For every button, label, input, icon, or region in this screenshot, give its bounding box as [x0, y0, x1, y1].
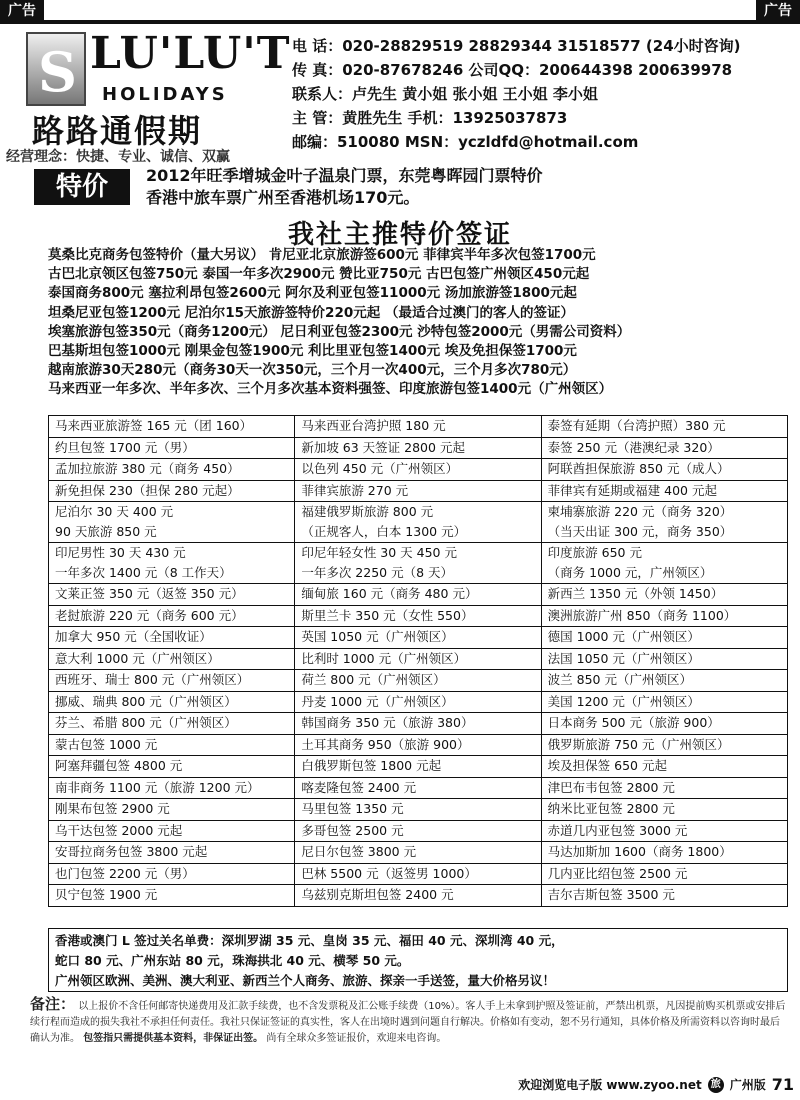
table-cell [49, 713, 295, 735]
cell-line: 韩国商务 350 元（旅游 380） [301, 715, 474, 730]
table-row [49, 863, 788, 885]
table-cell [49, 584, 295, 606]
cell-line: 乌兹别克斯坦包签 2400 元 [301, 887, 454, 902]
table-cell [295, 691, 541, 713]
cell-line: 文莱正签 350 元（返签 350 元） [55, 586, 244, 601]
cell-line: 马达加斯加 1600（商务 1800） [547, 844, 732, 859]
cell-line: 安哥拉商务包签 3800 元起 [55, 844, 208, 859]
table-row [49, 799, 788, 821]
cell-line: 一年多次 1400 元（8 工作天） [55, 565, 232, 580]
cell-line: 喀麦隆包签 2400 元 [301, 779, 417, 795]
cell-line: 西班牙、瑞士 800 元（广州领区） [55, 672, 250, 687]
table-cell [49, 502, 295, 543]
table-row [49, 713, 788, 735]
table-cell [295, 584, 541, 606]
cell-line: 柬埔寨旅游 220 元（商务 320） [547, 504, 733, 519]
cell-line: 多哥包签 2500 元 [301, 822, 404, 838]
table-cell [541, 691, 787, 713]
cell-line: 埃及担保签 650 元起 [547, 758, 667, 773]
cell-line: 斯里兰卡 350 元（女性 550） [301, 607, 474, 623]
contact-postcode: 邮编：510080 MSN：yczldfd@hotmail.com [292, 133, 639, 151]
table-cell [295, 459, 541, 481]
cell-line: 孟加拉旅游 380 元（商务 450） [55, 461, 240, 476]
table-cell [295, 842, 541, 864]
special-tag: 特价 [34, 169, 130, 205]
cell-line: 芬兰、希腊 800 元（广州领区） [55, 715, 237, 730]
table-cell [541, 627, 787, 649]
cell-line: 马来西亚旅游签 165 元（团 160） [55, 418, 253, 433]
cell-line: 德国 1000 元（广州领区） [547, 629, 700, 644]
table-cell [541, 670, 787, 692]
table-cell [295, 416, 541, 438]
special-offer [34, 165, 794, 215]
cell-line: 蒙古包签 1000 元 [55, 736, 158, 752]
table-row [49, 480, 788, 502]
table-row [49, 502, 788, 543]
table-cell [49, 437, 295, 459]
cell-line: （当天出证 300 元，商务 350） [547, 524, 733, 539]
table-cell [541, 734, 787, 756]
table-cell [295, 734, 541, 756]
table-row [49, 734, 788, 756]
table-cell [541, 543, 787, 584]
table-cell [295, 648, 541, 670]
table-cell [49, 648, 295, 670]
table-cell [295, 756, 541, 778]
featured-line: 越南旅游30天280元（商务30天一次350元，三个月一次400元，三个月多次780元） [48, 362, 577, 379]
cell-line: 马里包签 1350 元 [301, 801, 404, 816]
cell-line: 南非商务 1100 元（旅游 1200 元） [55, 779, 260, 795]
cell-line: 印尼男性 30 天 430 元 [55, 545, 186, 560]
cell-line: 挪威、瑞典 800 元（广州领区） [55, 693, 237, 709]
featured-visas [48, 246, 788, 400]
company-logo [6, 28, 291, 168]
table-row [49, 670, 788, 692]
contact-fax: 传 真：020-87678246 公司QQ：200644398 200639978 [292, 61, 733, 79]
cell-line: （正规客人，白本 1300 元） [301, 524, 467, 539]
table-cell [295, 627, 541, 649]
visa-price-table [48, 415, 788, 907]
cell-line: 英国 1050 元（广州领区） [301, 629, 454, 644]
cell-line: 美国 1200 元（广州领区） [547, 693, 700, 709]
table-row [49, 416, 788, 438]
table-cell [295, 777, 541, 799]
table-cell [295, 820, 541, 842]
cell-line: 印尼年轻女性 30 天 450 元 [301, 545, 457, 560]
featured-line: 古巴北京领区包签750元 泰国一年多次2900元 赞比亚750元 古巴包签广州领区450元起 [48, 266, 590, 283]
table-row [49, 691, 788, 713]
cell-line: 津巴布韦包签 2800 元 [547, 779, 675, 795]
table-row [49, 543, 788, 584]
port-fee-box [48, 928, 788, 992]
ad-label-left: 广告 [0, 0, 44, 22]
cell-line: 一年多次 2250 元（8 天） [301, 565, 454, 580]
cell-line: 尼泊尔 30 天 400 元 [55, 504, 174, 519]
remarks-tail: 尚有全球众多签证报价，欢迎来电咨询。 [266, 1033, 447, 1044]
table-cell [49, 885, 295, 907]
cell-line: 澳洲旅游广州 850（商务 1100） [547, 607, 737, 623]
table-row [49, 885, 788, 907]
table-row [49, 584, 788, 606]
cell-line: 贝宁包签 1900 元 [55, 887, 158, 902]
cell-line: 刚果布包签 2900 元 [55, 801, 170, 816]
cell-line: （商务 1000 元，广州领区） [547, 565, 713, 580]
table-cell [295, 799, 541, 821]
remarks-text: 以上报价不含任何邮寄快递费用及汇款手续费，也不含发票税及汇公账手续费（10%）。客人手上未拿到护照及签证前，严禁出机票，凡因提前购买机票或安排后续行程而造成的损失我社不承担任何责任。我社只保证签证的真实性，客人在出境时遇到问题自行解决。价格如有变动，恕不另行通知，具体价格及所需资料以咨询时最后确认为准。 [30, 1001, 786, 1044]
table-cell [541, 799, 787, 821]
table-cell [49, 820, 295, 842]
cell-line: 几内亚比绍包签 2500 元 [547, 865, 688, 881]
cell-line: 泰签有延期（台湾护照）380 元 [547, 418, 726, 433]
cell-line: 比利时 1000 元（广州领区） [301, 650, 467, 666]
port-line: 蛇口 80 元、广州东站 80 元，珠海拱北 40 元、横琴 50 元。 [55, 953, 410, 968]
footer-edition: 广州版 [729, 1078, 766, 1092]
featured-line: 坦桑尼亚包签1200元 尼泊尔15天旅游签特价220元起 （最适合过澳门的客人的签证） [48, 304, 574, 321]
cell-line: 波兰 850 元（广州领区） [547, 672, 692, 687]
table-cell [49, 756, 295, 778]
cell-line: 荷兰 800 元（广州领区） [301, 672, 446, 687]
top-rule [0, 20, 800, 24]
table-cell [49, 416, 295, 438]
logo-brand-cn: 路路通假期 [32, 112, 203, 150]
table-cell [541, 885, 787, 907]
logo-holidays: HOLIDAYS [102, 84, 228, 105]
table-cell [49, 670, 295, 692]
page-number: 71 [771, 1075, 794, 1094]
table-row [49, 437, 788, 459]
featured-line: 泰国商务800元 塞拉利昂包签2600元 阿尔及利亚包签11000元 汤加旅游签1800元起 [48, 285, 577, 302]
cell-line: 丹麦 1000 元（广州领区） [301, 693, 454, 709]
featured-line: 埃塞旅游包签350元（商务1200元） 尼日利亚包签2300元 沙特包签2000元（男需公司资料） [48, 323, 631, 340]
cell-line: 印度旅游 650 元 [547, 545, 642, 560]
table-cell [541, 584, 787, 606]
footer-badge-icon: 旅 [708, 1077, 724, 1093]
table-cell [541, 648, 787, 670]
cell-line: 纳米比亚包签 2800 元 [547, 801, 675, 816]
main-title: 我社主推特价签证 [287, 220, 512, 250]
table-cell [295, 885, 541, 907]
cell-line: 新免担保 230（担保 280 元起） [55, 482, 240, 498]
table-cell [541, 605, 787, 627]
cell-line: 白俄罗斯包签 1800 元起 [301, 758, 442, 773]
contact-persons: 联系人：卢先生 黄小姐 张小姐 王小姐 李小姐 [292, 85, 598, 103]
table-cell [49, 459, 295, 481]
cell-line: 新西兰 1350 元（外领 1450） [547, 586, 724, 601]
table-cell [541, 502, 787, 543]
cell-line: 90 天旅游 850 元 [55, 524, 157, 539]
remarks-bold: 包签指只需提供基本资料，非保证出签。 [83, 1033, 264, 1044]
table-cell [49, 842, 295, 864]
table-cell [295, 863, 541, 885]
table-cell [49, 691, 295, 713]
table-cell [541, 416, 787, 438]
cell-line: 土耳其商务 950（旅游 900） [301, 736, 470, 752]
cell-line: 新加坡 63 天签证 2800 元起 [301, 439, 465, 455]
special-text: 2012年旺季增城金叶子温泉门票，东莞粤晖园门票特价 香港中旅车票广州至香港机场170元。 [146, 166, 543, 207]
table-row [49, 777, 788, 799]
table-cell [541, 437, 787, 459]
featured-line: 莫桑比克商务包签特价（量大另议） 肯尼亚北京旅游签600元 菲律宾半年多次包签1700元 [48, 247, 596, 263]
cell-line: 加拿大 950 元（全国收证） [55, 629, 212, 644]
featured-line: 马来西亚一年多次、半年多次、三个月多次基本资料强签、印度旅游包签1400元（广州领区） [48, 381, 613, 398]
cell-line: 福建俄罗斯旅游 800 元 [301, 504, 434, 519]
table-row [49, 648, 788, 670]
cell-line: 菲律宾有延期或福建 400 元起 [547, 482, 717, 498]
table-cell [49, 627, 295, 649]
contact-manager: 主 管：黄胜先生 手机：13925037873 [292, 109, 568, 127]
ad-label-right: 广告 [756, 0, 800, 22]
cell-line: 约旦包签 1700 元（男） [55, 439, 195, 455]
table-row [49, 459, 788, 481]
remarks [30, 996, 786, 1047]
table-cell [541, 842, 787, 864]
table-row [49, 756, 788, 778]
table-cell [295, 480, 541, 502]
logo-mark-icon: S [26, 32, 86, 106]
page-footer [518, 1075, 794, 1094]
cell-line: 也门包签 2200 元（男） [55, 865, 195, 881]
footer-text: 欢迎浏览电子版 www.zyoo.net [518, 1078, 702, 1092]
table-cell [541, 459, 787, 481]
table-cell [541, 756, 787, 778]
table-row [49, 820, 788, 842]
featured-line: 巴基斯坦包签1000元 刚果金包签1900元 利比里亚包签1400元 埃及免担保签1700元 [48, 343, 577, 360]
remarks-label: 备注： [30, 995, 76, 1013]
table-cell [295, 437, 541, 459]
table-cell [49, 777, 295, 799]
table-cell [49, 799, 295, 821]
cell-line: 尼日尔包签 3800 元 [301, 844, 417, 859]
table-cell [541, 713, 787, 735]
table-row [49, 627, 788, 649]
cell-line: 菲律宾旅游 270 元 [301, 482, 409, 498]
table-cell [295, 543, 541, 584]
table-cell [295, 713, 541, 735]
cell-line: 法国 1050 元（广州领区） [547, 650, 700, 666]
table-row [49, 842, 788, 864]
logo-slogan: 经营理念：快捷、专业、诚信、双赢 [6, 149, 230, 165]
cell-line: 缅甸旅 160 元（商务 480 元） [301, 586, 478, 601]
table-cell [541, 820, 787, 842]
cell-line: 泰签 250 元（港澳纪录 320） [547, 439, 720, 455]
cell-line: 吉尔吉斯包签 3500 元 [547, 887, 675, 902]
table-cell [295, 605, 541, 627]
table-cell [541, 863, 787, 885]
table-cell [49, 543, 295, 584]
port-line: 香港或澳门 L 签过关名单费：深圳罗湖 35 元、皇岗 35 元、福田 40 元、深圳湾 40 元， [55, 933, 564, 948]
cell-line: 赤道几内亚包签 3000 元 [547, 822, 688, 838]
table-row [49, 605, 788, 627]
cell-line: 乌干达包签 2000 元起 [55, 822, 183, 838]
cell-line: 以色列 450 元（广州领区） [301, 461, 459, 476]
cell-line: 老挝旅游 220 元（商务 600 元） [55, 607, 244, 623]
table-cell [49, 605, 295, 627]
table-cell [295, 502, 541, 543]
logo-brand-en: LU'LU'T [90, 28, 291, 79]
port-line: 广州领区欧洲、美洲、澳大利亚、新西兰个人商务、旅游、探亲一手送签，量大价格另议！ [55, 973, 556, 988]
table-cell [295, 670, 541, 692]
cell-line: 巴林 5500 元（返签男 1000） [301, 865, 477, 881]
cell-line: 马来西亚台湾护照 180 元 [301, 418, 446, 433]
cell-line: 俄罗斯旅游 750 元（广州领区） [547, 736, 730, 752]
table-cell [49, 480, 295, 502]
contact-block [292, 34, 792, 154]
table-cell [49, 863, 295, 885]
table-cell [49, 734, 295, 756]
cell-line: 阿联酋担保旅游 850 元（成人） [547, 461, 730, 476]
cell-line: 日本商务 500 元（旅游 900） [547, 715, 720, 730]
table-cell [541, 480, 787, 502]
table-cell [541, 777, 787, 799]
contact-phone: 电 话：020-28829519 28829344 31518577 (24小时咨询) [292, 37, 741, 55]
cell-line: 意大利 1000 元（广州领区） [55, 650, 220, 666]
cell-line: 阿塞拜疆包签 4800 元 [55, 758, 183, 773]
